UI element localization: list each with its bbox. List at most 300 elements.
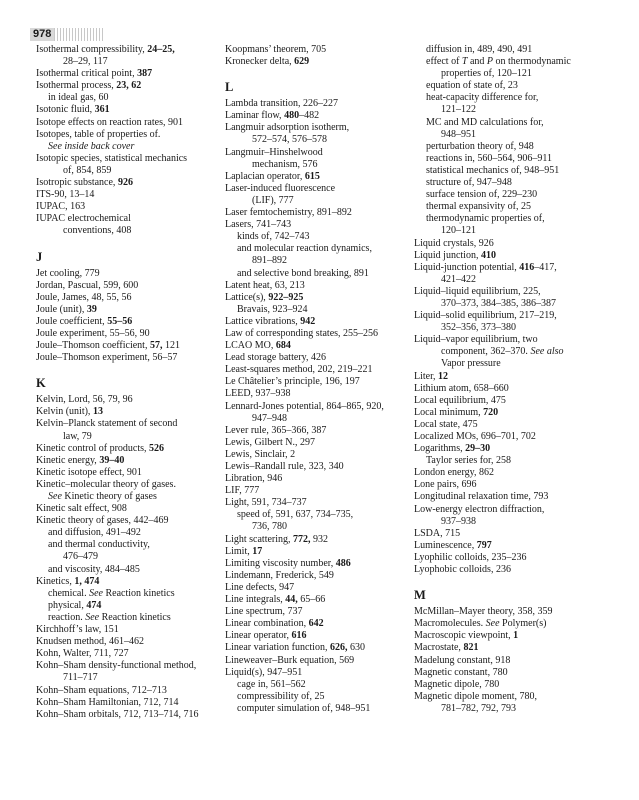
- index-entry: [414, 606, 614, 618]
- section-letter: K: [36, 376, 46, 391]
- index-entry-text: Joule–Thomson experiment, 56–57: [36, 352, 178, 364]
- index-entry: [225, 521, 420, 533]
- index-entry: [414, 679, 614, 691]
- index-entry-text: effect of: [426, 56, 462, 68]
- index-entry-text: McMillan–Mayer theory, 358, 359: [414, 606, 553, 618]
- index-entry-text: 642: [308, 618, 324, 630]
- index-entry-text: Linear variation function,: [225, 642, 330, 654]
- index-entry: [414, 286, 614, 298]
- index-entry-text: Line integrals,: [225, 594, 286, 606]
- index-entry-text: See inside back cover: [48, 140, 135, 152]
- index-entry: [225, 207, 420, 219]
- index-entry: [414, 371, 614, 383]
- index-entry: [225, 655, 420, 667]
- index-entry-text: Line spectrum, 737: [225, 606, 303, 618]
- index-entry-text: ITS-90, 13–14: [36, 189, 95, 201]
- index-entry-text: and viscosity, 484–485: [48, 563, 140, 575]
- index-entry-text: speed of, 591, 637, 734–735,: [237, 509, 354, 521]
- index-entry-text: 926: [117, 177, 133, 189]
- index-entry-text: 23, 62: [116, 80, 142, 92]
- index-entry: [414, 274, 614, 286]
- index-entry-text: 352–356, 373–380: [441, 322, 516, 334]
- index-entry: [36, 685, 231, 697]
- index-entry-text: 932: [310, 533, 329, 545]
- index-entry-text: 626,: [329, 642, 348, 654]
- index-entry: [36, 443, 231, 455]
- index-entry: [225, 195, 420, 207]
- index-entry-text: LEED, 937–938: [225, 388, 291, 400]
- index-entry-text: Law of corresponding states, 255–256: [225, 327, 379, 339]
- index-entry: [414, 431, 614, 443]
- index-entry-text: London energy, 862: [414, 467, 494, 479]
- index-entry-text: Kronecker delta,: [225, 56, 295, 68]
- index-entry-text: compressibility of, 25: [237, 690, 325, 702]
- index-entry: [414, 667, 614, 679]
- index-entry: [225, 546, 420, 558]
- index-entry-text: Lattice vibrations,: [225, 315, 301, 327]
- index-entry: [225, 630, 420, 642]
- index-entry-text: Kohn–Sham orbitals, 712, 713–714, 716: [36, 708, 199, 720]
- index-entry-text: Isotopes, table of properties of.: [36, 128, 161, 140]
- index-entry: [225, 497, 420, 509]
- index-entry-text: Magnetic constant, 780: [414, 666, 508, 678]
- index-entry: [414, 165, 614, 177]
- index-entry: [414, 104, 614, 116]
- index-entry: [36, 431, 231, 443]
- index-entry-text: Liquid crystals, 926: [414, 237, 494, 249]
- index-entry: [414, 310, 614, 322]
- index-entry-text: Kohn–Sham Hamiltonian, 712, 714: [36, 696, 179, 708]
- index-entry: [225, 449, 420, 461]
- index-entry-text: 922–925: [268, 291, 304, 303]
- index-entry: [414, 540, 614, 552]
- section-spacer: [36, 238, 231, 250]
- index-column-3: [414, 44, 614, 715]
- index-entry: [225, 255, 420, 267]
- index-entry: [36, 177, 231, 189]
- index-entry: [36, 165, 231, 177]
- index-entry: [414, 334, 614, 346]
- index-entry-text: Joule–Thomson coefficient,: [36, 340, 150, 352]
- index-entry-text: Kelvin–Planck statement of second: [36, 418, 178, 430]
- index-entry-text: and thermal conductivity,: [48, 539, 150, 551]
- index-entry-text: Magnetic dipole, 780: [414, 678, 500, 690]
- index-entry-text: 476–479: [63, 551, 98, 563]
- index-entry: [36, 189, 231, 201]
- index-entry-text: P: [486, 56, 494, 68]
- index-entry-text: 615: [304, 170, 320, 182]
- index-entry-text: thermodynamic properties of,: [426, 213, 545, 225]
- index-entry-text: 891–892: [252, 255, 287, 267]
- index-entry: [36, 588, 231, 600]
- index-entry-text: Kohn–Sham equations, 712–713: [36, 684, 167, 696]
- index-entry: [225, 679, 420, 691]
- section-spacer: [225, 68, 420, 80]
- index-entry-text: Lever rule, 365–366, 387: [225, 424, 327, 436]
- index-entry: [414, 491, 614, 503]
- index-entry-text: 616: [291, 630, 307, 642]
- index-entry-text: Kinetic control of products,: [36, 442, 150, 454]
- index-entry-text: Isotope effects on reaction rates, 901: [36, 116, 183, 128]
- index-entry-text: computer simulation of, 948–951: [237, 702, 371, 714]
- index-entry: [36, 225, 231, 237]
- index-entry-text: 57,: [149, 340, 163, 352]
- index-entry-text: 13: [92, 406, 103, 418]
- index-entry: [414, 153, 614, 165]
- index-entry: [36, 280, 231, 292]
- index-entry-text: 526: [149, 442, 165, 454]
- index-entry: [36, 576, 231, 588]
- index-entry-text: surface tension of, 229–230: [426, 189, 538, 201]
- index-entry-text: Lewis, Sinclair, 2: [225, 448, 296, 460]
- index-entry-text: T: [461, 56, 468, 68]
- index-entry-text: Luminescence,: [414, 539, 477, 551]
- index-entry: [225, 243, 420, 255]
- index-entry-text: IUPAC electrochemical: [36, 213, 131, 225]
- index-entry: [36, 292, 231, 304]
- index-entry: [36, 551, 231, 563]
- index-entry-text: diffusion in, 489, 490, 491: [426, 44, 533, 55]
- index-entry: [36, 503, 231, 515]
- index-entry-text: See: [48, 491, 62, 502]
- index-entry-text: 1: [513, 630, 519, 642]
- index-entry-text: chemical.: [48, 587, 90, 599]
- index-entry: [225, 219, 420, 231]
- index-entry: [225, 98, 420, 110]
- index-column-2: [225, 44, 420, 715]
- index-entry-text: component, 362–370.: [441, 346, 531, 358]
- index-entry-text: 421–422: [441, 273, 476, 285]
- index-entry: [414, 564, 614, 576]
- index-entry-text: Joule coefficient,: [36, 315, 108, 327]
- index-entry-text: Laser femtochemistry, 891–892: [225, 207, 352, 219]
- index-entry-text: 12: [438, 370, 449, 382]
- index-entry-text: reaction.: [48, 611, 86, 623]
- index-entry: [36, 406, 231, 418]
- index-entry-text: Lasers, 741–743: [225, 219, 292, 231]
- index-entry: [225, 134, 420, 146]
- index-entry-text: Isothermal process,: [36, 80, 117, 92]
- index-entry: [36, 624, 231, 636]
- index-entry: [36, 672, 231, 684]
- index-entry-text: 948–951: [441, 128, 476, 140]
- index-entry: [414, 129, 614, 141]
- index-entry-text: Lone pairs, 696: [414, 479, 477, 491]
- index-entry-text: Local minimum,: [414, 406, 484, 418]
- index-entry-text: 781–782, 792, 793: [441, 702, 516, 714]
- index-entry-text: 39: [86, 303, 97, 315]
- index-entry-text: on thermodynamic: [493, 56, 571, 68]
- index-entry-text: 55–56: [107, 315, 133, 327]
- index-entry-text: Vapor pressure: [441, 358, 501, 370]
- index-entry: [36, 600, 231, 612]
- index-entry-text: in ideal gas, 60: [48, 92, 109, 104]
- index-entry: [225, 364, 420, 376]
- index-entry-text: Lindemann, Frederick, 549: [225, 569, 334, 581]
- index-entry-text: Laminar flow,: [225, 110, 285, 122]
- index-entry: [36, 153, 231, 165]
- index-entry: [36, 80, 231, 92]
- index-entry: [225, 509, 420, 521]
- index-entry-text: 370–373, 384–385, 386–387: [441, 297, 556, 309]
- index-entry: [36, 201, 231, 213]
- index-entry-text: 572–574, 576–578: [252, 134, 327, 146]
- index-entry: [36, 92, 231, 104]
- index-entry-text: 17: [252, 545, 263, 557]
- index-entry: [225, 425, 420, 437]
- index-entry-text: Le Châtelier’s principle, 196, 197: [225, 376, 360, 388]
- index-entry-text: 361: [94, 104, 110, 116]
- index-entry: [36, 467, 231, 479]
- index-entry: [225, 618, 420, 630]
- index-entry-text: 480: [284, 110, 300, 122]
- index-entry-text: physical,: [48, 599, 87, 611]
- index-entry: [414, 358, 614, 370]
- index-entry: [414, 250, 614, 262]
- index-entry-text: Light scattering,: [225, 533, 294, 545]
- index-entry-text: Kinetic–molecular theory of gases.: [36, 478, 176, 490]
- index-entry: [225, 558, 420, 570]
- index-entry-text: Madelung constant, 918: [414, 654, 511, 666]
- index-entry-text: 65–66: [297, 594, 326, 606]
- index-entry-text: 720: [483, 406, 499, 418]
- index-entry-text: equation of state of, 23: [426, 80, 518, 92]
- index-entry: [225, 473, 420, 485]
- index-entry-text: Langmuir–Hinshelwood: [225, 146, 323, 158]
- header-stripe-decoration: [54, 28, 104, 41]
- index-entry-text: Liquid junction,: [414, 249, 481, 261]
- index-entry-text: Laser-induced fluorescence: [225, 182, 336, 194]
- index-entry-text: kinds of, 742–743: [237, 231, 310, 243]
- index-entry: [225, 304, 420, 316]
- index-entry: [414, 630, 614, 642]
- index-entry: [36, 539, 231, 551]
- index-entry: [225, 159, 420, 171]
- index-entry-text: 630: [347, 642, 365, 654]
- index-entry-text: Liter,: [414, 370, 439, 382]
- index-entry: [36, 129, 231, 141]
- index-entry-text: Kinetics,: [36, 575, 75, 587]
- index-entry: [414, 443, 614, 455]
- index-entry-text: 120–121: [441, 225, 476, 237]
- index-entry-text: 24–25,: [147, 44, 175, 55]
- index-entry-text: 942: [300, 315, 316, 327]
- index-entry-text: LCAO MO,: [225, 340, 276, 352]
- index-entry-text: Kelvin (unit),: [36, 406, 93, 418]
- index-entry: [36, 515, 231, 527]
- section-letter: M: [414, 588, 426, 603]
- index-entry: [36, 68, 231, 80]
- index-entry-text: reactions in, 560–564, 906–911: [426, 152, 553, 164]
- index-entry: [414, 383, 614, 395]
- index-entry-text: Joule, James, 48, 55, 56: [36, 291, 132, 303]
- index-entry-text: Jet cooling, 779: [36, 267, 100, 279]
- index-entry: [36, 213, 231, 225]
- index-entry: [225, 594, 420, 606]
- index-entry-text: Kirchhoff’s law, 151: [36, 624, 119, 636]
- index-entry-text: Macrostate,: [414, 642, 464, 654]
- index-entry-text: Liquid(s), 947–951: [225, 666, 303, 678]
- index-entry-text: Reaction kinetics: [102, 587, 175, 599]
- index-entry-text: See: [89, 587, 103, 599]
- index-entry: [225, 56, 420, 68]
- index-entry: [36, 527, 231, 539]
- index-entry-text: 937–938: [441, 515, 476, 527]
- index-entry-text: 121: [162, 340, 180, 352]
- index-entry-text: MC and MD calculations for,: [426, 116, 544, 128]
- section-spacer: [36, 364, 231, 376]
- index-entry: [36, 648, 231, 660]
- index-entry-text: Kohn–Sham density-functional method,: [36, 660, 197, 672]
- index-entry: [225, 667, 420, 679]
- index-entry-text: Kinetic isotope effect, 901: [36, 466, 142, 478]
- index-entry: [414, 407, 614, 419]
- index-entry-text: Limit,: [225, 545, 253, 557]
- index-entry: [36, 56, 231, 68]
- index-entry: [36, 455, 231, 467]
- index-entry: [414, 68, 614, 80]
- index-entry: [414, 395, 614, 407]
- index-entry: [225, 642, 420, 654]
- index-entry-text: and diffusion, 491–492: [48, 527, 141, 539]
- index-entry-text: perturbation theory of, 948: [426, 140, 534, 152]
- index-entry: [36, 697, 231, 709]
- index-entry-text: 711–717: [63, 672, 98, 684]
- index-entry-text: 947–948: [252, 412, 287, 424]
- index-entry-text: 44,: [285, 594, 298, 606]
- index-entry-text: Lithium atom, 658–660: [414, 382, 509, 394]
- index-entry-text: Lineweaver–Burk equation, 569: [225, 654, 355, 666]
- index-entry: [36, 104, 231, 116]
- index-entry: [414, 552, 614, 564]
- index-entry-text: 416: [519, 261, 535, 273]
- index-entry-text: 121–122: [441, 104, 476, 116]
- index-entry: [225, 376, 420, 388]
- index-entry-text: heat-capacity difference for,: [426, 92, 539, 104]
- index-entry: [225, 110, 420, 122]
- index-entry: [225, 534, 420, 546]
- index-entry-text: conventions, 408: [63, 225, 132, 237]
- index-entry-text: Lattice(s),: [225, 291, 269, 303]
- index-entry: [414, 44, 614, 56]
- index-entry: [225, 328, 420, 340]
- index-entry-text: Joule experiment, 55–56, 90: [36, 327, 150, 339]
- index-entry-text: Latent heat, 63, 213: [225, 279, 305, 291]
- index-entry: [414, 238, 614, 250]
- index-entry-text: cage in, 561–562: [237, 678, 306, 690]
- index-entry-text: Lyophobic colloids, 236: [414, 564, 511, 576]
- index-entry-text: Line defects, 947: [225, 581, 295, 593]
- index-entry: [36, 141, 231, 153]
- index-entry-text: Isotopic species, statistical mechanics: [36, 152, 188, 164]
- index-entry-text: Polymer(s): [499, 618, 547, 630]
- index-entry-text: Lennard-Jones potential, 864–865, 920,: [225, 400, 384, 412]
- index-entry-text: 821: [463, 642, 479, 654]
- index-entry: [414, 298, 614, 310]
- index-entry: [36, 352, 231, 364]
- index-entry-text: 474: [86, 599, 102, 611]
- index-entry: [225, 268, 420, 280]
- page-header: [30, 28, 105, 41]
- index-entry: [225, 44, 420, 56]
- index-entry-text: Magnetic dipole moment, 780,: [414, 690, 538, 702]
- index-entry: [414, 213, 614, 225]
- index-entry-text: Lead storage battery, 426: [225, 352, 326, 364]
- index-entry: [225, 485, 420, 497]
- index-entry-text: Kelvin, Lord, 56, 79, 96: [36, 394, 133, 406]
- index-entry-text: Least-squares method, 202, 219–221: [225, 364, 373, 376]
- index-entry: [225, 231, 420, 243]
- index-entry: [414, 479, 614, 491]
- index-entry-text: Light, 591, 734–737: [225, 497, 307, 509]
- index-entry-text: Isothermal compressibility,: [36, 44, 148, 55]
- index-entry-text: properties of, 120–121: [441, 68, 532, 80]
- index-entry: [225, 316, 420, 328]
- index-entry-text: Lewis–Randall rule, 323, 340: [225, 461, 344, 472]
- index-entry-text: Kinetic salt effect, 908: [36, 503, 127, 515]
- index-entry: [414, 262, 614, 274]
- index-entry-text: Langmuir adsorption isotherm,: [225, 122, 350, 134]
- index-entry: [36, 564, 231, 576]
- index-entry: [414, 201, 614, 213]
- index-entry-text: Knudsen method, 461–462: [36, 636, 145, 648]
- index-entry: [225, 183, 420, 195]
- index-entry-text: Isotropic substance,: [36, 177, 118, 189]
- index-entry: [414, 703, 614, 715]
- index-entry-text: Localized MOs, 696–701, 702: [414, 431, 536, 442]
- section-letter: L: [225, 80, 234, 95]
- index-entry: [36, 660, 231, 672]
- index-entry: [36, 117, 231, 129]
- index-entry-text: Joule (unit),: [36, 303, 87, 315]
- index-entry: [225, 292, 420, 304]
- index-entry: [414, 177, 614, 189]
- index-entry: [36, 418, 231, 430]
- index-entry-text: mechanism, 576: [252, 158, 318, 170]
- index-entry-text: thermal expansivity of, 25: [426, 201, 531, 213]
- index-entry-text: and selective bond breaking, 891: [237, 267, 369, 279]
- index-entry-text: 486: [335, 557, 351, 569]
- index-entry: [36, 491, 231, 503]
- index-entry-text: LSDA, 715: [414, 527, 461, 539]
- index-entry: [225, 703, 420, 715]
- index-entry-text: Local state, 475: [414, 418, 478, 430]
- index-entry-text: 772,: [293, 533, 311, 545]
- index-entry: [36, 268, 231, 280]
- index-entry-text: Linear operator,: [225, 630, 292, 642]
- index-entry-text: Liquid–solid equilibrium, 217–219,: [414, 310, 557, 322]
- index-entry: [414, 419, 614, 431]
- index-entry-text: Longitudinal relaxation time, 793: [414, 491, 549, 503]
- index-entry: [414, 141, 614, 153]
- index-entry-text: Linear combination,: [225, 618, 309, 630]
- index-entry-text: –482: [299, 110, 320, 122]
- index-entry: [225, 413, 420, 425]
- index-entry: [225, 461, 420, 473]
- index-entry-text: –417,: [534, 261, 557, 273]
- index-entry: [36, 44, 231, 56]
- index-entry-text: 410: [480, 249, 496, 261]
- index-entry: [414, 467, 614, 479]
- index-entry: [414, 56, 614, 68]
- index-entry-text: Laplacian operator,: [225, 170, 305, 182]
- index-entry: [225, 401, 420, 413]
- index-entry: [414, 225, 614, 237]
- index-entry-text: Limiting viscosity number,: [225, 557, 336, 569]
- index-entry-text: 28–29, 117: [63, 56, 108, 68]
- section-letter: J: [36, 249, 43, 264]
- index-entry-text: Logarithms,: [414, 443, 466, 455]
